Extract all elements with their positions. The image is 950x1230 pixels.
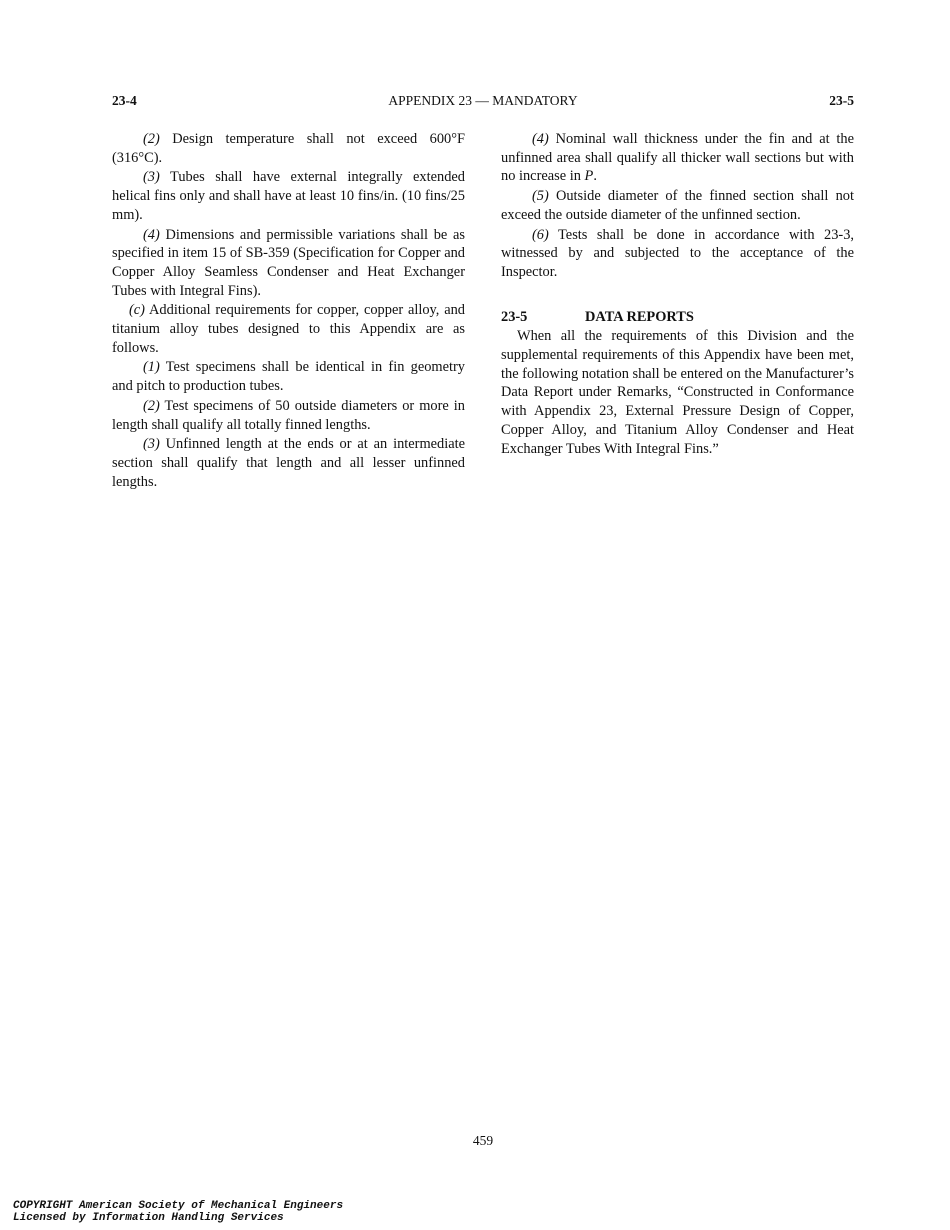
item-marker: (3) <box>143 436 160 453</box>
paragraph-text: Test specimens shall be identical in fin geometry and pitch to production tubes. <box>112 359 465 395</box>
item-marker: (4) <box>532 131 549 147</box>
paragraph-test-specimens-geometry <box>112 358 465 395</box>
paragraph-tests <box>501 226 854 282</box>
paragraph-text: Outside diameter of the finned section shall not exceed the outside diameter of the unfinned section. <box>501 188 854 223</box>
right-column <box>501 130 854 458</box>
paragraph-outside-diameter <box>501 187 854 224</box>
section-body-paragraph: When all the requirements of this Division and the supplemental requirements of this Appendix have been met, the following notation shall be entered on the Manufacturer’s Data Report under Remarks, “Constructed in Conformance with Appendix 23, External Pressure Design of Copper, Copper Alloy, and Titanium Alloy Condenser and Heat Exchanger Tubes With Integral Fins.” <box>501 328 854 457</box>
paragraph-test-specimens-length <box>112 397 465 434</box>
paragraph-text: Design temperature shall not exceed 600°F (316°C). <box>112 131 465 166</box>
header-right-section-number: 23-5 <box>829 93 854 108</box>
pressure-symbol: P <box>584 168 594 185</box>
paragraph-text: Nominal wall thickness under the fin and at the unfinned area shall qualify all thicker wall sections but with no increase in <box>501 131 854 185</box>
header-left-section-number: 23-4 <box>112 93 137 108</box>
header-title: APPENDIX 23 — MANDATORY <box>388 93 578 108</box>
paragraph-text: Additional requirements for copper, copper alloy, and titanium alloy tubes designed to this Appendix are as follows. <box>112 302 465 356</box>
paragraph-text: Tubes shall have external integrally extended helical fins only and shall have at least 10 fins/in. (10 fins/25 mm). <box>112 169 465 223</box>
item-marker: (c) <box>129 302 145 319</box>
copyright-footer <box>13 1200 343 1224</box>
left-column <box>112 130 465 491</box>
paragraph-dimensions <box>112 226 465 301</box>
license-line: Licensed by Information Handling Services <box>13 1212 284 1224</box>
item-marker: (3) <box>143 169 160 186</box>
item-marker: (1) <box>143 359 160 376</box>
item-marker: (4) <box>143 226 160 243</box>
paragraph-helical-fins <box>112 168 465 224</box>
copyright-line: COPYRIGHT American Society of Mechanical Engineers <box>13 1200 344 1212</box>
section-number: 23-5 <box>501 308 528 325</box>
section-heading <box>501 308 854 327</box>
paragraph-text: Test specimens of 50 outside diameters or more in length shall qualify all totally finned lengths. <box>112 397 465 433</box>
paragraph-additional-requirements <box>112 301 465 357</box>
item-marker: (2) <box>143 397 160 414</box>
paragraph-text-end: . <box>593 168 597 185</box>
item-marker: (2) <box>143 131 160 147</box>
paragraph-text: Tests shall be done in accordance with 23-3, witnessed by and subjected to the acceptance of the Inspector. <box>501 226 854 280</box>
paragraph-unfinned-length <box>112 435 465 491</box>
paragraph-text: Dimensions and permissible variations shall be as specified in item 15 of SB-359 (Specification for Copper and Copper Alloy Seamless Condenser and Heat Exchanger Tubes with Integral Fins). <box>112 226 465 299</box>
running-header <box>112 93 854 111</box>
item-marker: (5) <box>532 188 549 205</box>
item-marker: (6) <box>532 226 549 243</box>
section-title: DATA REPORTS <box>585 308 694 325</box>
paragraph-design-temperature <box>112 130 465 167</box>
page-number: 459 <box>472 1133 494 1148</box>
paragraph-text: Unfinned length at the ends or at an intermediate section shall qualify that length and all lesser unfinned lengths. <box>112 436 465 490</box>
paragraph-nominal-wall-thickness <box>501 130 854 186</box>
